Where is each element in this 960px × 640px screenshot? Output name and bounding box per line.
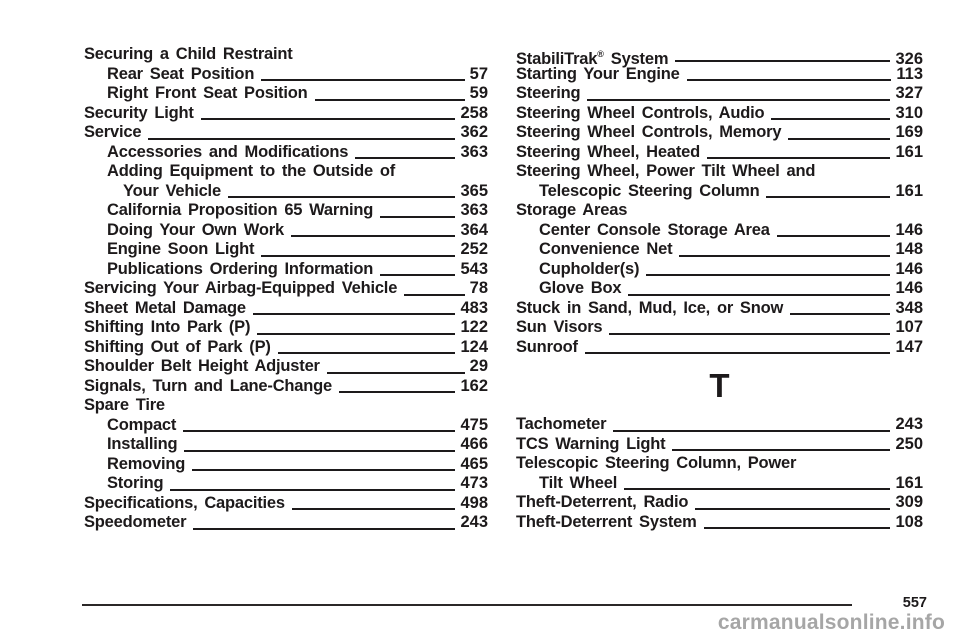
dot-leader	[170, 474, 455, 494]
entry-page-number: 475	[460, 415, 488, 434]
entry-label: Steering	[516, 84, 581, 102]
entry-label: Your Vehicle	[123, 181, 221, 200]
registered-trademark-icon: ®	[597, 49, 604, 59]
index-entry	[516, 143, 923, 163]
entry-label: Removing	[107, 454, 186, 473]
entry-page-number: 169	[895, 123, 923, 141]
index-heading	[84, 162, 488, 182]
index-entry	[516, 279, 923, 299]
entry-label: Compact	[107, 415, 177, 434]
dot-leader	[707, 143, 890, 163]
entry-label: Glove Box	[539, 279, 622, 297]
index-entry	[516, 435, 923, 455]
dot-leader	[628, 279, 890, 299]
index-entry	[84, 84, 488, 104]
index-heading	[516, 201, 923, 221]
entry-page-number: 543	[460, 259, 488, 278]
entry-label: Right Front Seat Position	[107, 84, 308, 102]
dot-leader	[672, 435, 890, 455]
entry-page-number: 310	[895, 103, 923, 122]
index-entry	[516, 45, 923, 68]
dot-leader	[201, 104, 456, 124]
dot-leader	[315, 84, 465, 104]
entry-label: Rear Seat Position	[107, 64, 255, 83]
index-entry	[84, 513, 488, 533]
entry-page-number: 363	[460, 142, 488, 161]
index-entry	[84, 260, 488, 280]
index-entry	[84, 201, 488, 221]
entry-page-number: 466	[460, 435, 488, 453]
entry-label: Adding Equipment to the Outside of	[107, 162, 396, 180]
entry-page-number: 122	[460, 318, 488, 336]
dot-leader	[679, 240, 890, 260]
index-entry	[84, 455, 488, 475]
entry-page-number: 483	[460, 298, 488, 317]
dot-leader	[788, 123, 890, 143]
entry-label: California Proposition 65 Warning	[107, 201, 374, 219]
entry-label: Steering Wheel, Heated	[516, 142, 700, 161]
index-entry	[516, 84, 923, 104]
entry-label: Tilt Wheel	[539, 473, 618, 492]
dot-leader	[380, 201, 455, 221]
dot-leader	[790, 299, 890, 319]
dot-leader	[261, 65, 464, 85]
entry-label: Sun Visors	[516, 318, 603, 336]
entry-label: Sheet Metal Damage	[84, 298, 246, 317]
entry-page-number: 108	[895, 512, 923, 531]
index-entry	[84, 474, 488, 494]
entry-page-number: 161	[895, 473, 923, 492]
entry-label: Convenience Net	[539, 240, 673, 258]
index-entry	[84, 182, 488, 202]
entry-page-number: 473	[460, 474, 488, 492]
entry-label: Publications Ordering Information	[107, 259, 374, 278]
index-heading	[516, 162, 923, 182]
dot-leader	[355, 143, 455, 163]
index-entry	[84, 123, 488, 143]
index-heading	[84, 396, 488, 416]
dot-leader	[404, 279, 464, 299]
index-entry	[84, 416, 488, 436]
entry-label: Doing Your Own Work	[107, 220, 284, 239]
index-entry	[84, 494, 488, 514]
entry-page-number: 327	[895, 84, 923, 102]
dot-leader	[253, 299, 456, 319]
entry-label: Starting Your Engine	[516, 64, 680, 83]
entry-label: Theft-Deterrent System	[516, 512, 697, 531]
index-column-right	[516, 45, 923, 532]
index-entry	[516, 104, 923, 124]
dot-leader	[624, 474, 890, 494]
entry-label: Specifications, Capacities	[84, 493, 285, 512]
index-heading	[516, 454, 923, 474]
dot-leader	[675, 45, 890, 65]
index-entry	[84, 104, 488, 124]
index-entry	[516, 513, 923, 533]
entry-label: Signals, Turn and Lane-Change	[84, 376, 332, 395]
dot-leader	[771, 104, 890, 124]
entry-label: Service	[84, 123, 142, 141]
watermark-text: carmanualsonline.info	[717, 611, 945, 634]
entry-label: Storage Areas	[516, 201, 628, 219]
entry-label: Cupholder(s)	[539, 259, 640, 278]
index-entry	[84, 357, 488, 377]
index-entry	[516, 260, 923, 280]
index-entry	[516, 240, 923, 260]
dot-leader	[228, 182, 456, 202]
entry-label: Sunroof	[516, 337, 578, 356]
entry-label: Center Console Storage Area	[539, 220, 770, 239]
entry-page-number: 465	[460, 454, 488, 473]
dot-leader	[609, 318, 890, 338]
entry-label: Servicing Your Airbag-Equipped Vehicle	[84, 279, 398, 297]
entry-label: Shifting Out of Park (P)	[84, 337, 271, 356]
index-entry	[516, 299, 923, 319]
entry-label: TCS Warning Light	[516, 434, 666, 453]
entry-label: Steering Wheel Controls, Audio	[516, 103, 765, 122]
index-entry	[84, 435, 488, 455]
entry-label: Speedometer	[84, 513, 187, 531]
dot-leader	[148, 123, 455, 143]
entry-page-number: 326	[895, 50, 923, 68]
dot-leader	[613, 415, 890, 435]
index-entry	[516, 474, 923, 494]
dot-leader	[339, 377, 455, 397]
dot-leader	[777, 221, 891, 241]
entry-label: Theft-Deterrent, Radio	[516, 493, 689, 511]
dot-leader	[292, 494, 456, 514]
dot-leader	[587, 84, 890, 104]
entry-label: Steering Wheel Controls, Memory	[516, 123, 782, 141]
index-entry	[84, 240, 488, 260]
dot-leader	[695, 493, 890, 513]
entry-label: StabiliTrak® System	[516, 49, 669, 68]
entry-page-number: 161	[895, 181, 923, 200]
entry-label: Engine Soon Light	[107, 240, 255, 258]
entry-page-number: 162	[460, 376, 488, 395]
dot-leader	[261, 240, 455, 260]
footer-rule	[82, 604, 852, 606]
index-entry	[84, 338, 488, 358]
dot-leader	[183, 416, 455, 436]
entry-page-number: 107	[895, 318, 923, 336]
index-entry	[516, 415, 923, 435]
entry-page-number: 363	[460, 201, 488, 219]
index-heading	[84, 45, 488, 65]
entry-page-number: 309	[895, 493, 923, 511]
entry-page-number: 113	[896, 64, 923, 83]
entry-page-number: 124	[460, 337, 488, 356]
dot-leader	[184, 435, 455, 455]
index-entry	[84, 377, 488, 397]
entry-page-number: 146	[895, 220, 923, 239]
entry-label: Shoulder Belt Height Adjuster	[84, 357, 320, 375]
entry-page-number: 161	[895, 142, 923, 161]
section-letter-t: T	[709, 367, 730, 404]
index-entry	[516, 493, 923, 513]
entry-label: Security Light	[84, 103, 194, 122]
index-entry	[84, 318, 488, 338]
index-entry	[516, 123, 923, 143]
dot-leader	[646, 260, 890, 280]
entry-label: Shifting Into Park (P)	[84, 318, 251, 336]
dot-leader	[193, 513, 455, 533]
entry-label: Installing	[107, 435, 178, 453]
entry-label: Steering Wheel, Power Tilt Wheel and	[516, 162, 816, 180]
entry-label: Tachometer	[516, 415, 607, 433]
dot-leader	[585, 338, 891, 358]
index-column-left	[84, 45, 488, 533]
entry-page-number: 362	[460, 123, 488, 141]
entry-page-number: 365	[460, 181, 488, 200]
index-entry	[516, 182, 923, 202]
dot-leader	[766, 182, 890, 202]
entry-label: Telescopic Steering Column, Power	[516, 454, 797, 472]
index-entry	[84, 143, 488, 163]
entry-page-number: 148	[895, 240, 923, 258]
dot-leader	[687, 65, 892, 85]
entry-page-number: 348	[895, 298, 923, 317]
index-entry	[516, 318, 923, 338]
entry-page-number: 29	[469, 357, 488, 375]
entry-label: Accessories and Modifications	[107, 142, 349, 161]
entry-page-number: 498	[460, 493, 488, 512]
entry-page-number: 258	[460, 103, 488, 122]
dot-leader	[192, 455, 455, 475]
index-entry	[516, 221, 923, 241]
dot-leader	[327, 357, 465, 377]
index-entry	[516, 338, 923, 358]
entry-page-number: 78	[469, 279, 488, 297]
dot-leader	[704, 513, 891, 533]
index-entry	[84, 65, 488, 85]
entry-page-number: 146	[895, 279, 923, 297]
index-entry	[84, 221, 488, 241]
index-entry	[84, 279, 488, 299]
entry-page-number: 147	[895, 337, 923, 356]
dot-leader	[257, 318, 455, 338]
entry-page-number: 364	[460, 220, 488, 239]
entry-page-number: 250	[895, 434, 923, 453]
entry-label: Stuck in Sand, Mud, Ice, or Snow	[516, 298, 784, 317]
page-number: 557	[902, 595, 927, 611]
entry-page-number: 146	[895, 259, 923, 278]
entry-label: Storing	[107, 474, 164, 492]
entry-label: Telescopic Steering Column	[539, 181, 760, 200]
entry-page-number: 243	[460, 513, 488, 531]
entry-page-number: 252	[460, 240, 488, 258]
entry-page-number: 59	[469, 84, 488, 102]
index-entry	[84, 299, 488, 319]
entry-page-number: 243	[895, 415, 923, 433]
dot-leader	[291, 221, 456, 241]
dot-leader	[380, 260, 455, 280]
entry-page-number: 57	[469, 64, 488, 83]
dot-leader	[278, 338, 456, 358]
entry-label: Securing a Child Restraint	[84, 45, 293, 63]
entry-label: Spare Tire	[84, 396, 165, 414]
index-entry	[516, 65, 923, 85]
